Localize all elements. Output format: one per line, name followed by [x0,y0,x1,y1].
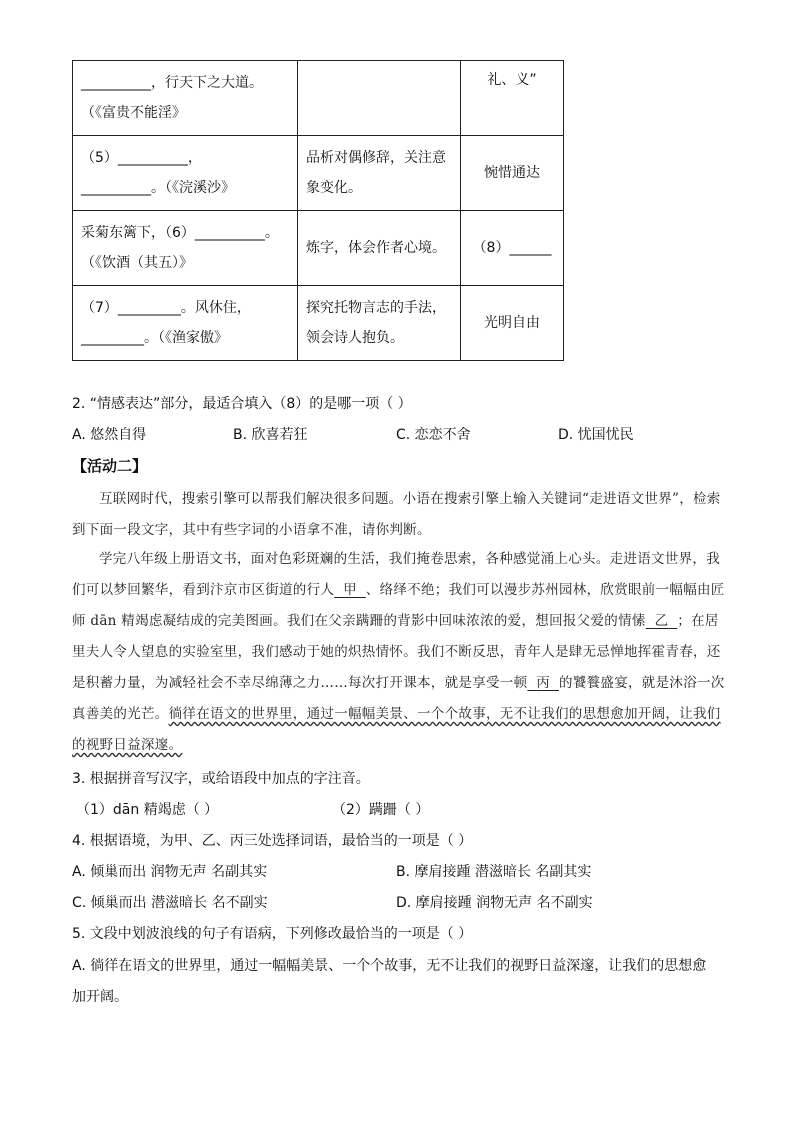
q4-option-c[interactable]: C. 倾巢而出 潜滋暗长 名不副实 [72,895,268,911]
activity-passage [72,544,726,761]
blank-label: 乙 [654,613,669,629]
activity-intro: 互联网时代，搜索引擎可以帮我们解决很多问题。小语在搜索引擎上输入关键词“走进语文世界”，检索到下面一段文字，其中有些字词的小语拿不准，请你判断。 [72,491,721,538]
cell-text: 礼、义” [487,72,537,88]
q2-option-c[interactable]: C. 恋恋不舍 [396,427,471,443]
q5-option-a-line1[interactable]: A. 徜徉在语文的世界里，通过一幅幅美景、一个个故事，无不让我们的视野日益深邃，让我们的思想愈 [72,958,707,974]
question-5-stem: 5. 文段中划波浪线的句子有语病，下列修改最恰当的一项是（ ） [72,926,473,942]
blank-yi [646,613,678,629]
wavy-sentence: 徜徉在语文的世界里，通过一幅幅美景、一个个故事，无不让我们的思想愈加开阔，让我们的视野日益深邃。 [72,706,721,753]
cell-line: （《富贵不能淫》 [81,105,186,121]
blank-jia [334,582,366,598]
table-cell [73,211,298,286]
cell-line: （《饮酒（其五）》 [81,255,193,271]
cell-line: （5）__________， [81,150,202,166]
q5-option-a-line2[interactable]: 加开阔。 [72,989,128,1005]
blank-bing [527,675,559,691]
table-row [73,136,564,211]
table-cell [73,61,298,136]
q3-item-1: （1）dān 精竭虑（ ） [76,802,219,818]
table-cell: （8）______ [461,211,564,286]
cell-line: 品析对偶修辞，关注意 [306,150,446,166]
q4-option-b[interactable]: B. 摩肩接踵 潜滋暗长 名副其实 [396,864,592,880]
table-cell [461,61,564,136]
passage-text: ；在居里夫人令人望息的实验室里，我们感动于她的炽热情怀。我们不断反思，青年人是肆无忌惮地挥霍青春，还是积蓄力量，为减轻社会不幸尽绵薄之力……每次打开课本，就是享受一顿 [72,613,721,691]
question-3-stem: 3. 根据拼音写汉字，或给语段中加点的字注音。 [72,771,370,787]
table-cell: 光明自由 [461,286,564,361]
cell-line: _________。（《渔家傲》 [81,330,228,346]
cell-line: 采菊东篱下，（6）__________。 [81,225,279,241]
q4-option-d[interactable]: D. 摩肩接踵 润物无声 名不副实 [396,895,593,911]
passage-text: 的饕餮盛宴，就是沐浴一次真善美的光芒。 [72,675,725,722]
question-2-stem: 2. “情感表达”部分，最适合填入（8）的是哪一项（ ） [72,396,412,412]
table-cell [298,286,461,361]
table-cell [73,136,298,211]
table-cell: 炼字，体会作者心境。 [298,211,461,286]
poem-table [72,60,564,361]
table-cell: 惋惜通达 [461,136,564,211]
table-row [73,211,564,286]
cell-line: 探究托物言志的手法， [306,300,446,316]
q2-option-d[interactable]: D. 忧国忧民 [558,427,634,443]
cell-line: __________，行天下之大道。 [81,75,263,91]
question-4-stem: 4. 根据语境，为甲、乙、丙三处选择词语，最恰当的一项是（ ） [72,833,473,849]
table-cell [298,136,461,211]
cell-line: 象变化。 [306,180,362,196]
q2-option-a[interactable]: A. 悠然自得 [72,427,147,443]
cell-line: （7）_________。风休住， [81,300,251,316]
activity-heading: 【活动二】 [72,457,148,475]
table-row [73,61,564,136]
blank-label: 丙 [536,675,551,691]
q2-option-b[interactable]: B. 欣喜若狂 [233,427,308,443]
q3-item-2: （2）蹒跚（ ） [332,802,430,818]
cell-line: __________。（《浣溪沙》 [81,180,235,196]
table-row [73,286,564,361]
table-cell [298,61,461,136]
cell-line: 领会诗人抱负。 [306,330,404,346]
table-cell [73,286,298,361]
blank-label: 甲 [343,582,357,598]
passage-text: 学完八年级上册语文书，面对色彩斑斓的生活，我们掩卷思索，各种感觉涌上心头。走进语文世界，我们可以梦回繁华，看到汴京市区街道的行人 [72,551,720,598]
q4-option-a[interactable]: A. 倾巢而出 润物无声 名副其实 [72,864,268,880]
passage-text: 、络绎不绝；我们可以漫步苏州园林，欣赏眼前一幅幅由匠师 dān 精竭虑凝结成的完美图画。我们在父亲蹒跚的背影中回味浓浓的爱，想回报父爱的情愫 [72,582,725,629]
